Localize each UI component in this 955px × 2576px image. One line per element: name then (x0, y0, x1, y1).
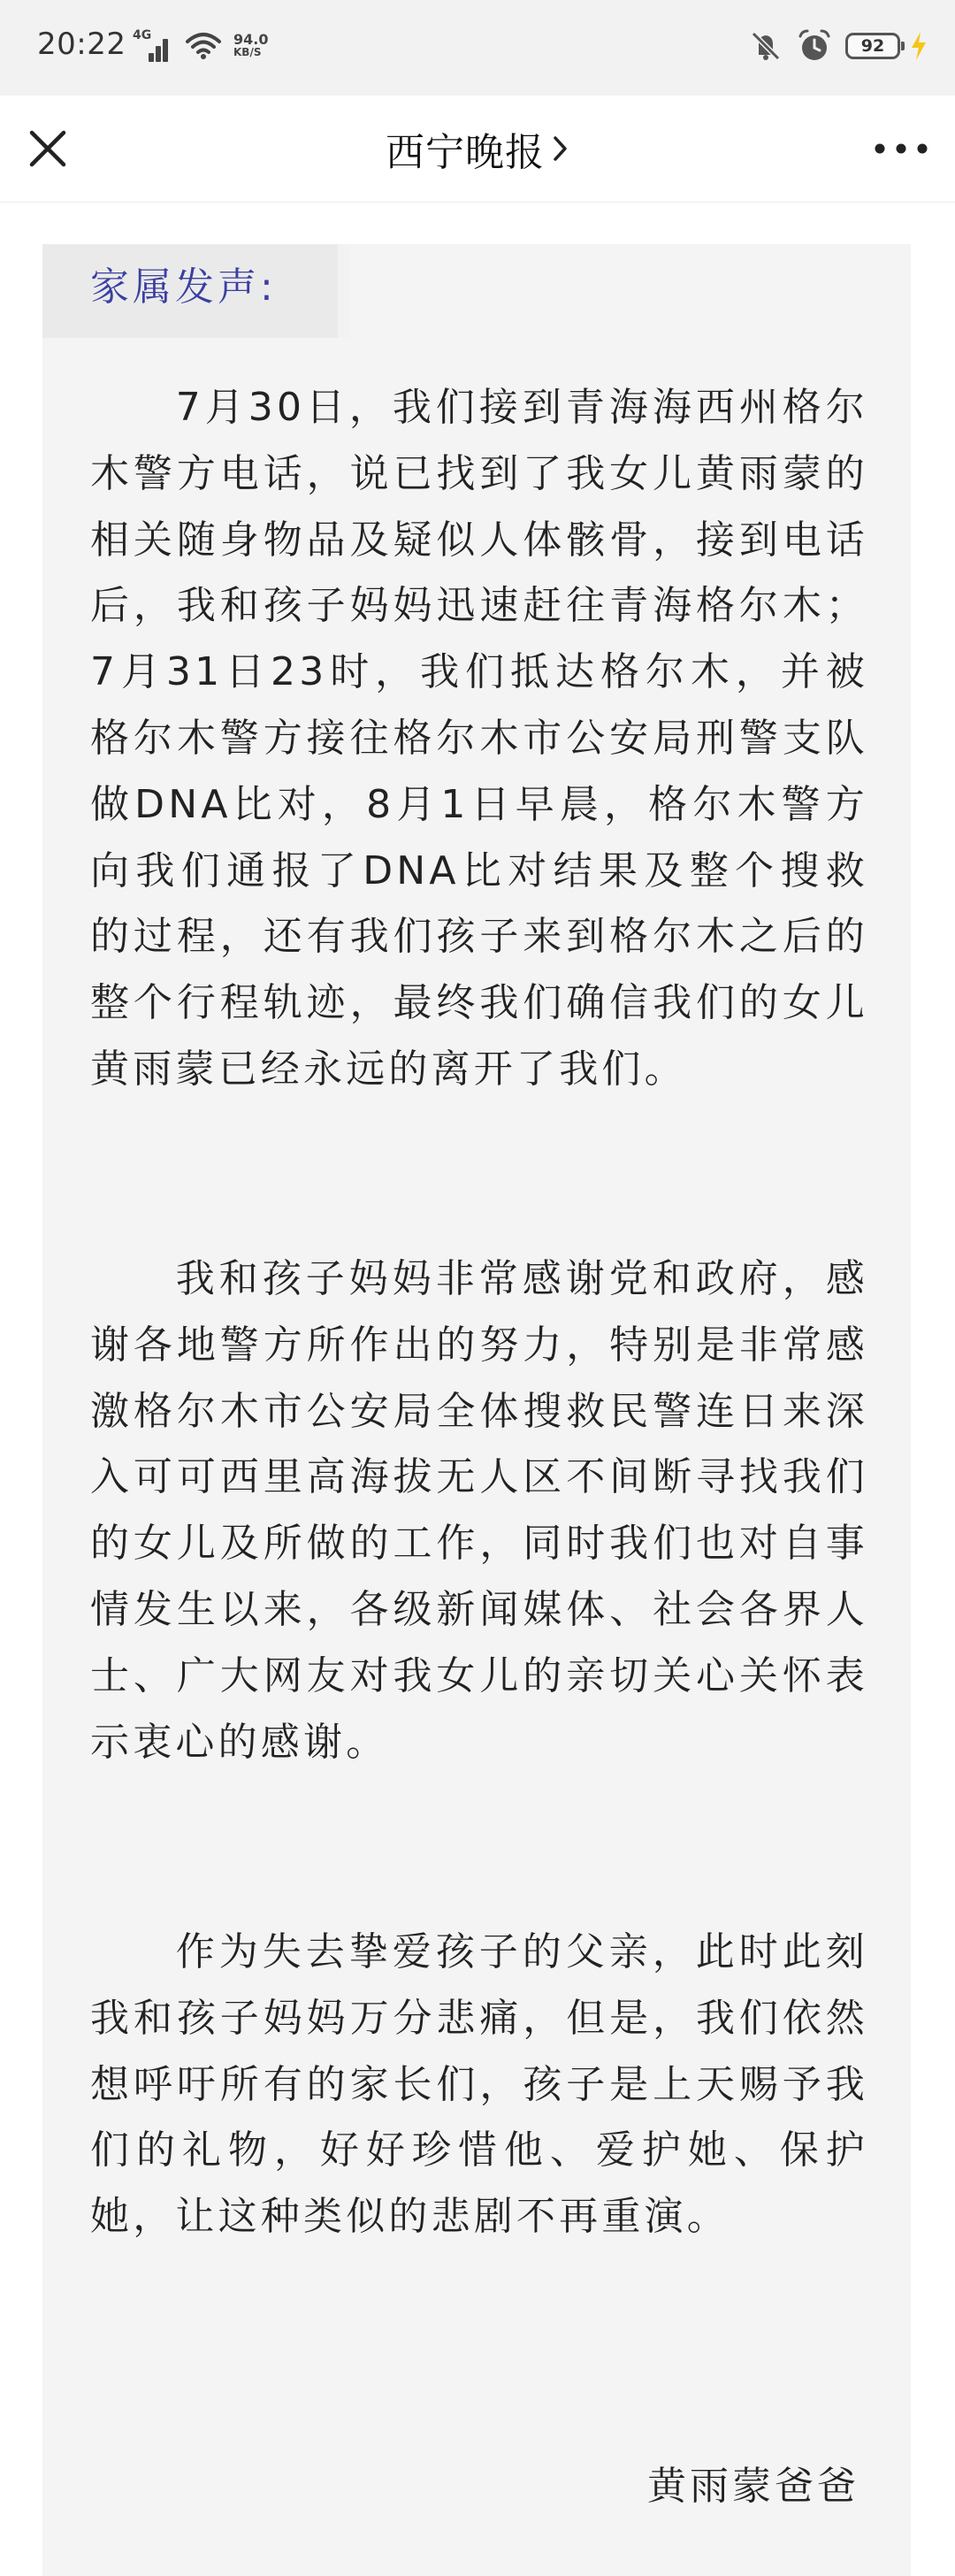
network-type-label: 4G (133, 28, 152, 42)
article-signature: 黄雨蒙爸爸 (647, 2464, 860, 2509)
account-title-link[interactable] (0, 96, 955, 202)
battery-indicator: 92 (845, 33, 900, 59)
alarm-icon (796, 27, 833, 65)
net-speed-unit: KB/S (233, 46, 262, 58)
nav-bar (0, 96, 955, 203)
article-paragraph: 我和孩子妈妈非常感谢党和政府，感谢各地警方所作出的努力，特别是非常感激格尔木市公安局全体搜救民警连日来深入可可西里高海拔无人区不间断寻找我们的女儿及所做的工作，同时我们也对自事情发生以来，各级新闻媒体、社会各界人士、广大网友对我女儿的亲切关心关怀表示衷心的感谢。 (90, 1256, 868, 1765)
more-horizontal-icon[interactable] (872, 129, 930, 168)
status-right-icons (748, 27, 928, 65)
network-speed (233, 33, 268, 59)
article-heading: 家属发声: (90, 264, 277, 310)
account-title: 西宁晚报 (386, 130, 545, 175)
status-bar (0, 0, 955, 96)
status-time: 20:22 (37, 27, 126, 62)
wifi-icon (184, 31, 223, 61)
article-paragraph: 作为失去挚爱孩子的父亲，此时此刻我和孩子妈妈万分悲痛，但是，我们依然想呼吁所有的家长们，孩子是上天赐予我们的礼物，好好珍惜他、爱护她、保护她，让这种类似的悲剧不再重演。 (90, 1929, 868, 2240)
chevron-right-icon (552, 133, 569, 165)
status-left-icons (133, 27, 268, 65)
mute-icon (748, 28, 783, 64)
charging-bolt-icon (909, 30, 928, 62)
article-paragraph: 7月30日，我们接到青海海西州格尔木警方电话，说已找到了我女儿黄雨蒙的相关随身物品及疑似人体骸骨，接到电话后，我和孩子妈妈迅速赶往青海格尔木；7月31日23时，我们抵达格尔木，并被格尔木警方接往格尔木市公安局刑警支队做DNA比对，8月1日早晨，格尔木警方向我们通报了DNA比对结果及整个搜救的过程，还有我们孩子来到格尔木之后的整个行程轨迹，最终我们确信我们的女儿黄雨蒙已经永远的离开了我们。 (90, 385, 868, 1092)
net-speed-value: 94.0 (233, 31, 269, 48)
cellular-signal-icon (133, 28, 172, 64)
